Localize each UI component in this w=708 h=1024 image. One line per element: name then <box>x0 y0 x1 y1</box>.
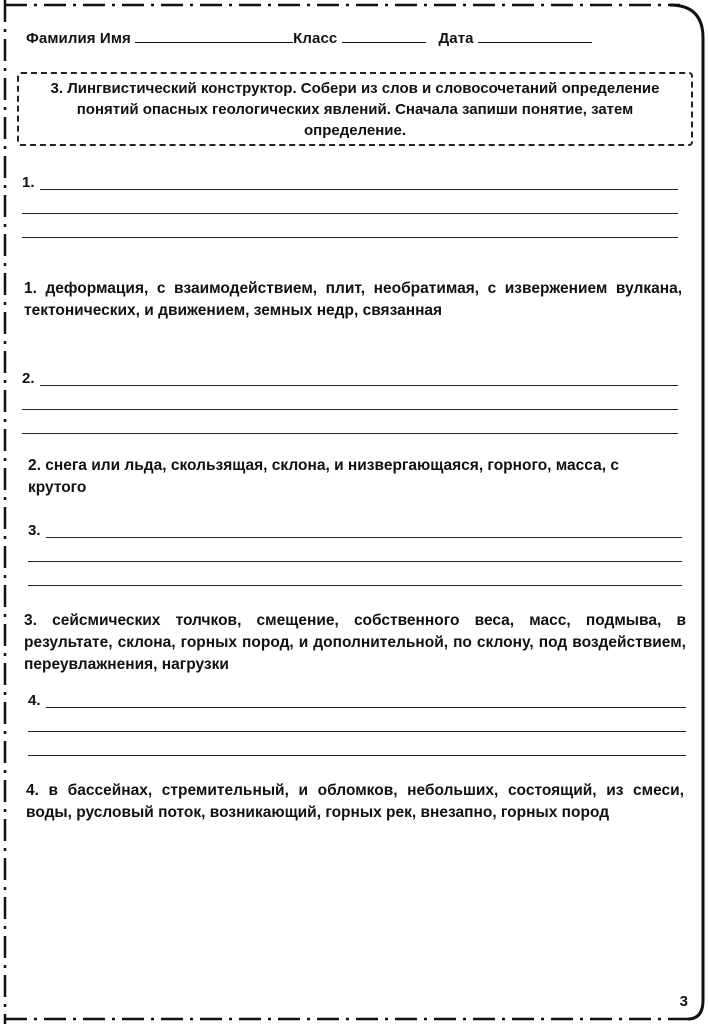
word-set-3: 3. сейсмических толчков, смещение, собственного веса, масс, подмыва, в результате, склона, горных пород, и дополнительной, по склону, под воздействием, переувлажнения, нагрузки <box>24 612 686 673</box>
answer-line[interactable] <box>22 237 678 238</box>
answer-block-2 <box>22 366 678 438</box>
answer-line[interactable] <box>28 585 682 586</box>
date-label: Дата <box>438 30 474 47</box>
task-instructions-box <box>17 72 693 146</box>
class-field[interactable] <box>342 28 426 43</box>
answer-number-2: 2. <box>22 370 35 387</box>
answer-line[interactable] <box>40 385 678 386</box>
answer-number-1: 1. <box>22 174 35 191</box>
answer-block-4 <box>28 688 686 760</box>
surname-label: Фамилия Имя <box>26 30 131 47</box>
surname-field[interactable] <box>135 28 293 43</box>
word-set-1: 1. деформация, с взаимодействием, плит, необратимая, с извержением вулкана, тектонических, и движением, земных недр, связанная <box>24 280 682 319</box>
answer-number-4: 4. <box>28 692 41 709</box>
answer-line[interactable] <box>22 409 678 410</box>
answer-line[interactable] <box>46 537 682 538</box>
task-instructions: 3. Лингвистический конструктор. Собери из слов и словосочетаний определение понятий опасных геологических явлений. Сначала запиши понятие, затем определение. <box>50 79 660 139</box>
answer-block-1 <box>22 170 678 242</box>
answer-line[interactable] <box>28 755 686 756</box>
answer-block-3 <box>28 518 682 590</box>
answer-line[interactable] <box>28 561 682 562</box>
student-info-header <box>26 28 592 47</box>
answer-line[interactable] <box>22 433 678 434</box>
answer-line[interactable] <box>46 707 686 708</box>
class-label: Класс <box>293 30 338 47</box>
answer-line[interactable] <box>40 189 678 190</box>
word-set-4: 4. в бассейнах, стремительный, и обломков, небольших, состоящий, из смеси, воды, русловый поток, возникающий, горных рек, внезапно, горных пород <box>26 782 684 821</box>
page-number: 3 <box>679 993 688 1010</box>
date-field[interactable] <box>478 28 592 43</box>
word-set-2: 2. снега или льда, скользящая, склона, и низвергающаяся, горного, масса, с крутого <box>28 457 619 496</box>
answer-line[interactable] <box>22 213 678 214</box>
answer-number-3: 3. <box>28 522 41 539</box>
answer-line[interactable] <box>28 731 686 732</box>
